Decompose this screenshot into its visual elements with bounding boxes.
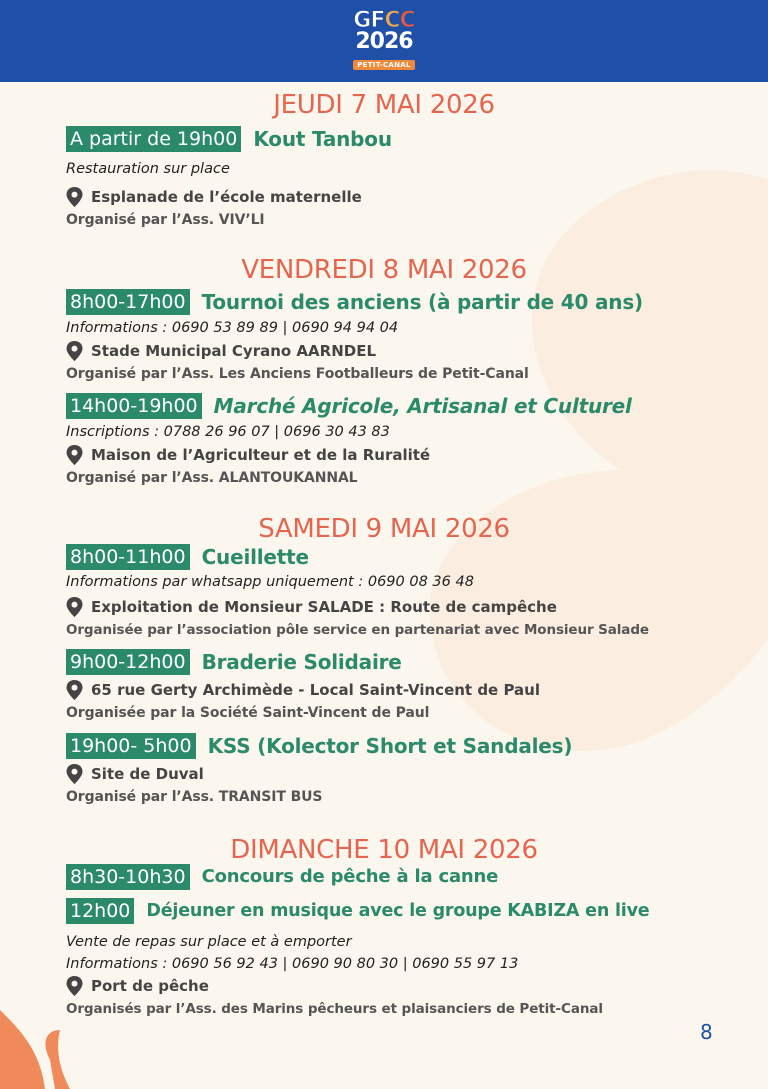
gfcc-logo — [346, 10, 422, 74]
event-info: Informations : 0690 56 92 43 | 0690 90 80 30 | 0690 55 97 13 — [66, 956, 519, 972]
event-location — [66, 187, 362, 207]
event-time: 9h00-12h00 — [66, 649, 190, 675]
event-info: Informations : 0690 53 89 89 | 0690 94 94 04 — [66, 320, 399, 336]
event-location — [66, 680, 540, 700]
location-pin-icon — [66, 341, 83, 361]
event-organizer: Organisée par la Société Saint-Vincent de Paul — [66, 705, 430, 721]
logo-year: 2026 — [355, 29, 413, 54]
day-heading-thursday: JEUDI 7 MAI 2026 — [273, 90, 495, 120]
event-location-text: Port de pêche — [91, 977, 209, 995]
day-heading-friday: VENDREDI 8 MAI 2026 — [241, 255, 527, 285]
event-time: 8h00-17h00 — [66, 289, 190, 315]
location-pin-icon — [66, 976, 83, 996]
event-location-text: Exploitation de Monsieur SALADE : Route de campêche — [91, 598, 557, 616]
event-organizer: Organisé par l’Ass. VIV’LI — [66, 212, 265, 228]
event-concours-peche — [66, 864, 498, 890]
event-info: Informations par whatsapp uniquement : 0690 08 36 48 — [66, 574, 474, 590]
event-location-text: Stade Municipal Cyrano AARNDEL — [91, 342, 376, 360]
event-note: Vente de repas sur place et à emporter — [66, 934, 352, 950]
event-location — [66, 976, 209, 996]
event-time: 12h00 — [66, 898, 134, 924]
logo-town: PETIT-CANAL — [353, 60, 415, 70]
event-braderie-solidaire — [66, 649, 402, 675]
event-location — [66, 445, 430, 465]
event-location-text: Site de Duval — [91, 765, 204, 783]
location-pin-icon — [66, 445, 83, 465]
event-organizer: Organisée par l’association pôle service en partenariat avec Monsieur Salade — [66, 622, 649, 638]
header-banner — [0, 0, 768, 82]
page-number: 8 — [700, 1020, 713, 1044]
event-organizer: Organisé par l’Ass. TRANSIT BUS — [66, 789, 323, 805]
event-dejeuner-musique — [66, 898, 649, 924]
event-location — [66, 597, 557, 617]
logo-text-a: GF — [353, 8, 385, 33]
event-kss — [66, 733, 572, 759]
event-title: Concours de pêche à la canne — [201, 866, 499, 887]
event-title: Kout Tanbou — [253, 127, 392, 151]
event-title: Tournoi des anciens (à partir de 40 ans) — [201, 290, 643, 314]
event-organizer: Organisé par l’Ass. ALANTOUKANNAL — [66, 470, 358, 486]
location-pin-icon — [66, 764, 83, 784]
logo-text-b: C — [384, 8, 400, 33]
event-kout-tanbou — [66, 126, 392, 152]
event-title: Braderie Solidaire — [201, 650, 402, 674]
event-time: 14h00-19h00 — [66, 393, 202, 419]
event-marche-agricole — [66, 393, 632, 419]
day-heading-sunday: DIMANCHE 10 MAI 2026 — [230, 835, 538, 865]
event-cueillette — [66, 544, 309, 570]
logo-text-c: C — [399, 8, 415, 33]
event-title: Déjeuner en musique avec le groupe KABIZA en live — [146, 901, 650, 921]
location-pin-icon — [66, 680, 83, 700]
day-heading-saturday: SAMEDI 9 MAI 2026 — [258, 514, 510, 544]
event-time: A partir de 19h00 — [66, 126, 241, 152]
event-note: Restauration sur place — [66, 161, 230, 177]
event-info: Inscriptions : 0788 26 96 07 | 0696 30 43 83 — [66, 424, 390, 440]
event-location-text: 65 rue Gerty Archimède - Local Saint-Vincent de Paul — [91, 681, 540, 699]
location-pin-icon — [66, 187, 83, 207]
event-title: Cueillette — [201, 545, 309, 569]
event-location — [66, 764, 204, 784]
event-location-text: Esplanade de l’école maternelle — [91, 188, 362, 206]
event-title: KSS (Kolector Short et Sandales) — [207, 734, 573, 758]
event-time: 19h00- 5h00 — [66, 733, 196, 759]
event-organizer: Organisés par l’Ass. des Marins pêcheurs et plaisanciers de Petit-Canal — [66, 1001, 603, 1017]
event-location — [66, 341, 376, 361]
event-title: Marché Agricole, Artisanal et Culturel — [213, 394, 632, 418]
event-tournoi-anciens — [66, 289, 643, 315]
event-location-text: Maison de l’Agriculteur et de la Ruralité — [91, 446, 431, 464]
event-time: 8h30-10h30 — [66, 864, 190, 890]
location-pin-icon — [66, 597, 83, 617]
event-organizer: Organisé par l’Ass. Les Anciens Footballeurs de Petit-Canal — [66, 366, 529, 382]
event-time: 8h00-11h00 — [66, 544, 190, 570]
